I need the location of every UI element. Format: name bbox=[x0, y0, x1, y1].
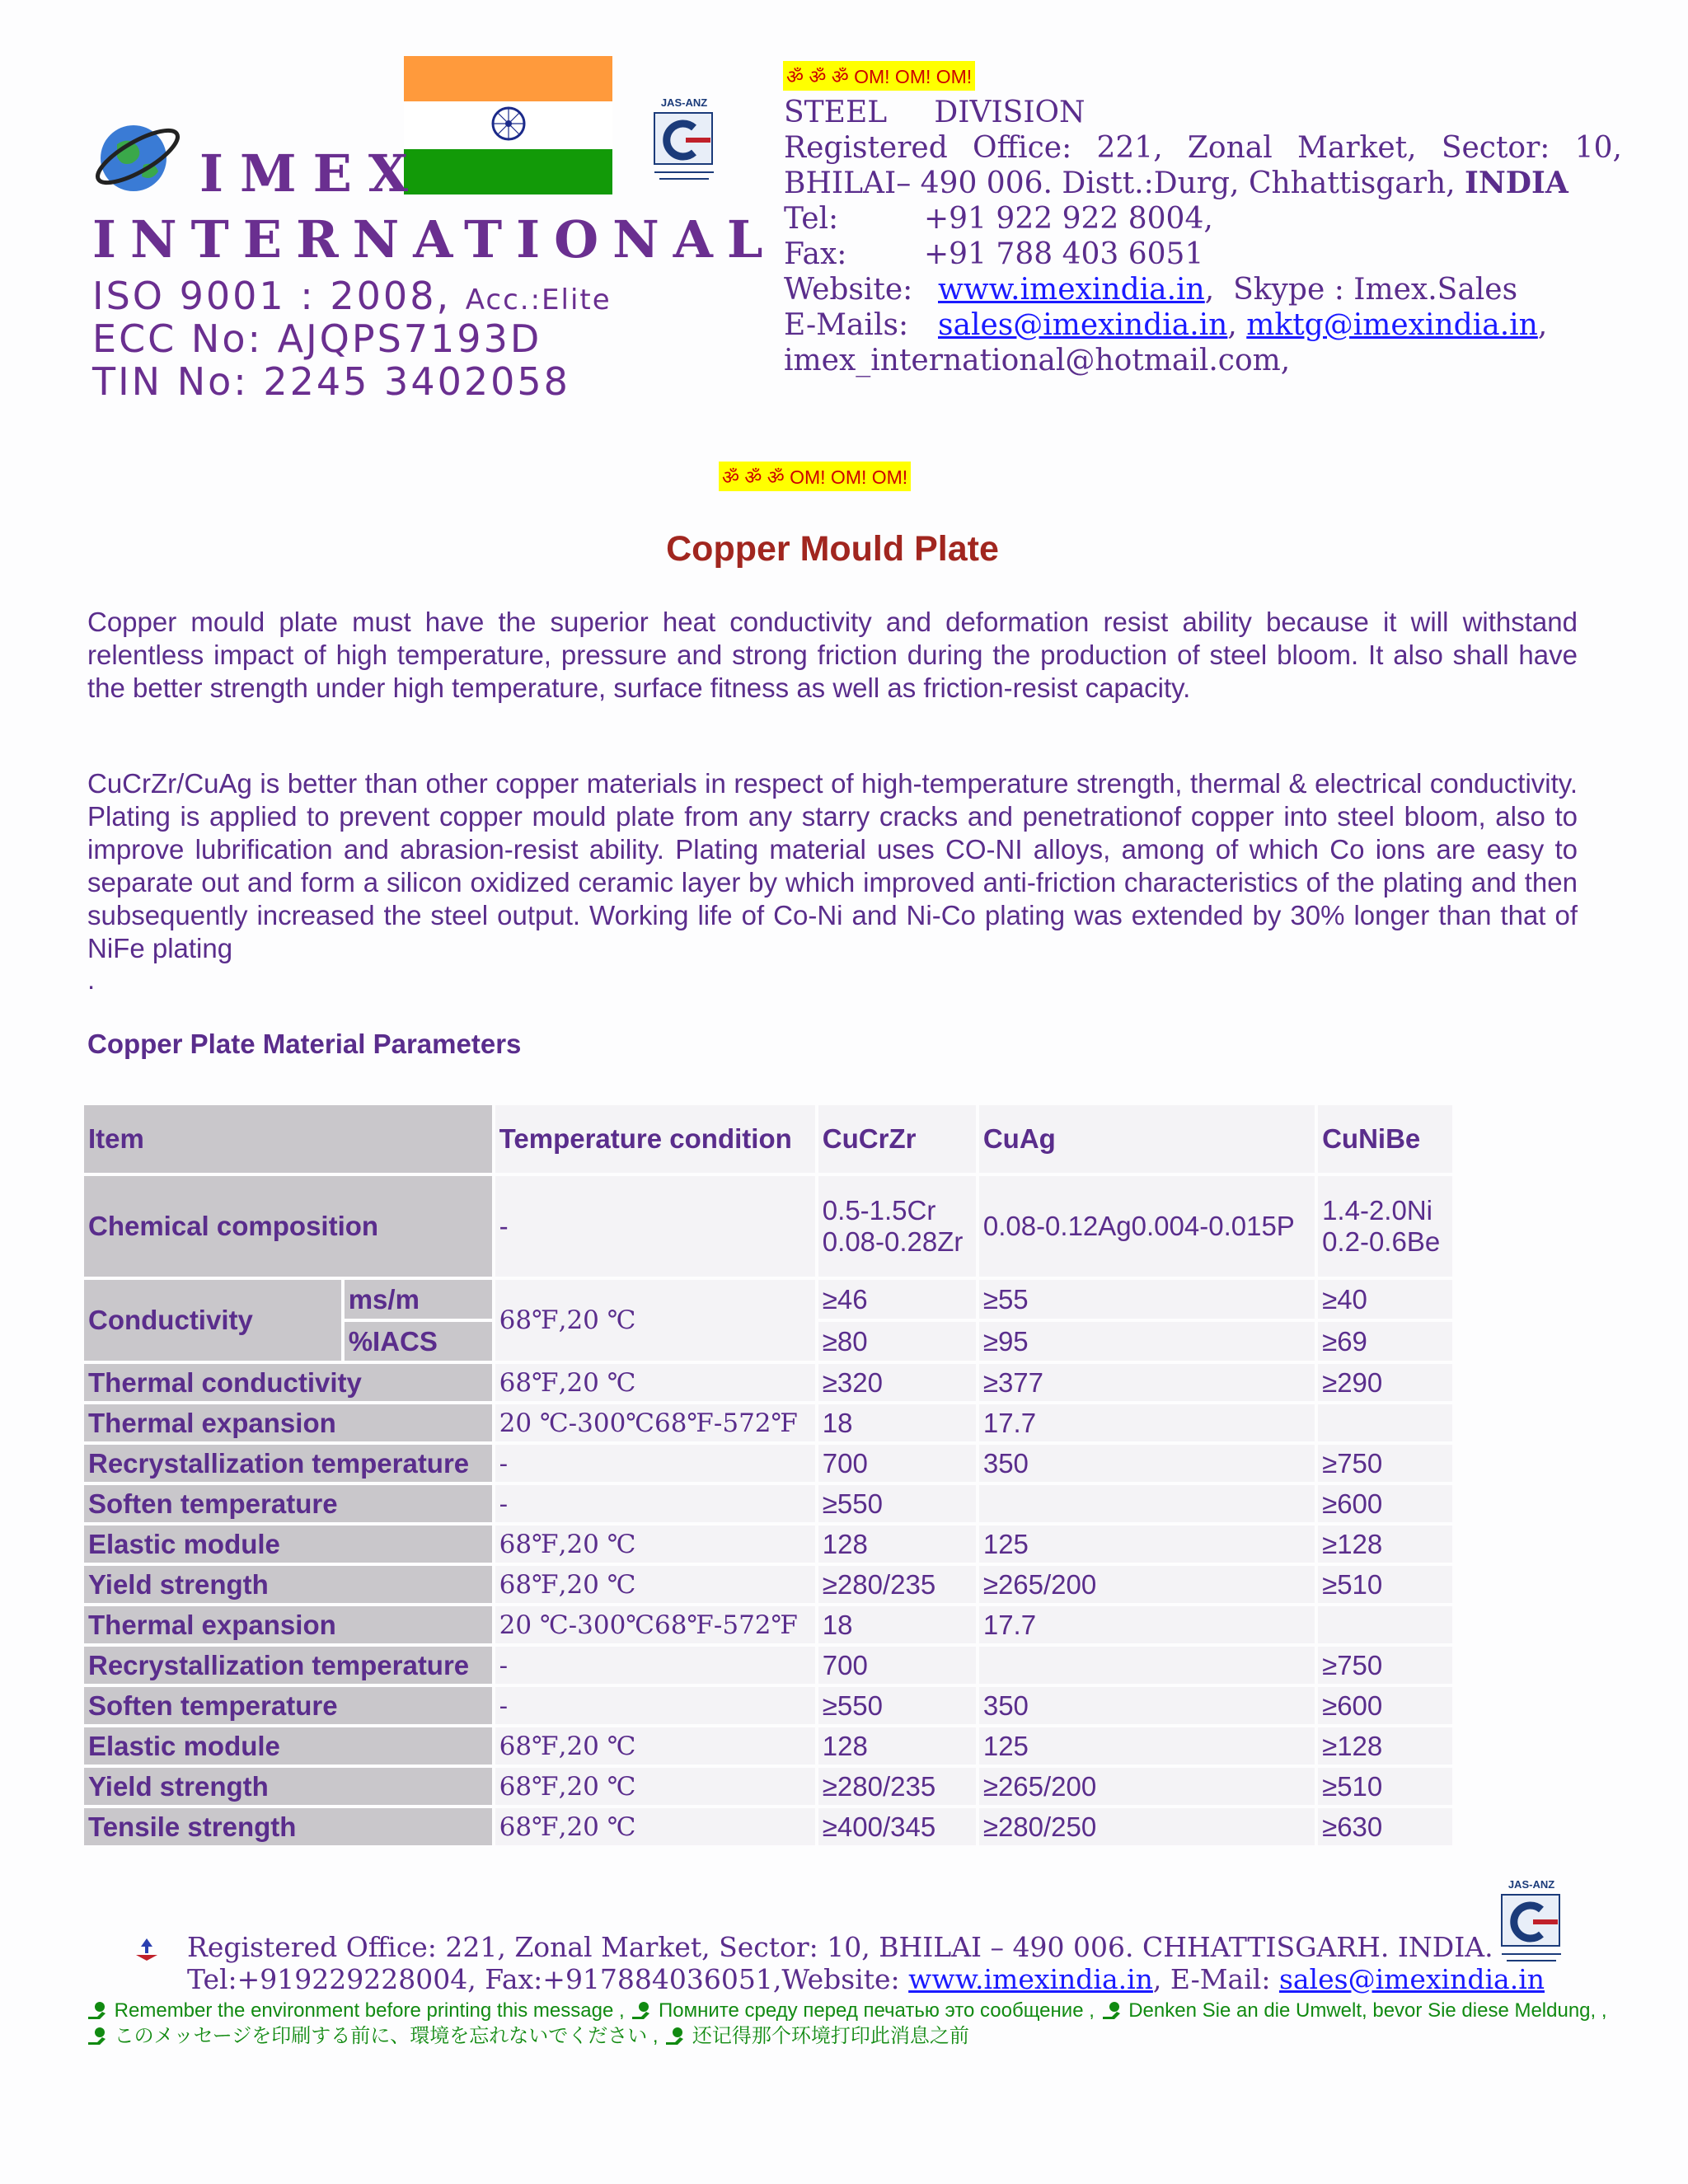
cell-condition: 20 ℃-300℃68℉-572℉ bbox=[495, 1606, 815, 1643]
cell-item: Soften temperature bbox=[84, 1687, 492, 1724]
iso-accreditation: Acc.:Elite bbox=[465, 284, 612, 316]
cell-cuag: ≥265/200 bbox=[979, 1768, 1315, 1805]
fax-value: +91 788 403 6051 bbox=[924, 237, 1204, 271]
registered-address-4: Sector: bbox=[1441, 131, 1550, 165]
fax-label: Fax: bbox=[784, 237, 847, 271]
cell-item: Yield strength bbox=[84, 1768, 492, 1805]
cell-condition: 68℉,20 ℃ bbox=[495, 1768, 815, 1805]
cell-item: Recrystallization temperature bbox=[84, 1647, 492, 1684]
jas-anz-certification-logo bbox=[643, 95, 725, 190]
table-row bbox=[84, 1364, 1452, 1401]
cell-item: Chemical composition bbox=[84, 1176, 492, 1277]
table-row bbox=[84, 1606, 1452, 1643]
website-line bbox=[784, 272, 1622, 307]
cell-cuag: 125 bbox=[979, 1727, 1315, 1765]
cell-cuag: 17.7 bbox=[979, 1404, 1315, 1441]
cell-item: Conductivity bbox=[84, 1280, 341, 1361]
cell-cucrzr: ≥280/235 bbox=[818, 1566, 976, 1603]
registered-office-line bbox=[784, 130, 1622, 166]
cell-cunibe: ≥69 bbox=[1318, 1322, 1452, 1361]
registered-address-5: 10, bbox=[1574, 131, 1622, 165]
cell-item: Elastic module bbox=[84, 1727, 492, 1765]
table-row bbox=[84, 1768, 1452, 1805]
tel-value: +91 922 922 8004, bbox=[924, 202, 1213, 236]
svg-text:JAS-ANZ: JAS-ANZ bbox=[660, 96, 708, 109]
table-row-chemical bbox=[84, 1176, 1452, 1277]
recycle-hand-icon bbox=[1100, 2000, 1123, 2020]
table-header-row bbox=[84, 1105, 1452, 1173]
cell-cunibe: ≥600 bbox=[1318, 1485, 1452, 1522]
company-name-imex: IMEX bbox=[199, 143, 424, 204]
om-banner-top: ॐ ॐ ॐ OM! OM! OM! bbox=[783, 61, 975, 91]
cell-cunibe: 1.4-2.0Ni 0.2-0.6Be bbox=[1318, 1176, 1452, 1277]
footer-email-link[interactable]: sales@imexindia.in bbox=[1278, 1963, 1545, 1995]
materials-paragraph: CuCrZr/CuAg is better than other copper materials in respect of high-temperature strength, thermal & electrical conductivity. Plating is applied to prevent copper mould plate from any starry cracks and penetrationof copper into steel bloom, also to improve lubrification and abrasion-resist ability. Plating material uses CO-NI alloys, among of which Co ions are easy to separate out and form a silicon oxidized ceramic layer by which improved anti-friction characteristics of the plating and then subsequently increased the steel output. Working life of Co-Ni and Ni-Co plating was extended by 30% longer than that of NiFe plating bbox=[87, 768, 1578, 963]
cell-cucrzr: ≥550 bbox=[818, 1687, 976, 1724]
table-row bbox=[84, 1808, 1452, 1845]
header-cucrzr: CuCrZr bbox=[818, 1105, 976, 1173]
skype-text: , Skype : Imex.Sales bbox=[1204, 273, 1518, 307]
footer-website-link[interactable]: www.imexindia.in bbox=[908, 1963, 1153, 1995]
iso-text: ISO 9001 : 2008, bbox=[92, 274, 452, 318]
cell-cunibe: ≥128 bbox=[1318, 1526, 1452, 1563]
registered-label-1: Registered bbox=[784, 131, 948, 165]
cell-cunibe: ≥750 bbox=[1318, 1445, 1452, 1482]
recycle-hand-icon bbox=[86, 2000, 109, 2020]
cell-cuag: 350 bbox=[979, 1445, 1315, 1482]
registered-address-2: Zonal bbox=[1187, 131, 1273, 165]
cell-condition: - bbox=[495, 1176, 815, 1277]
address-line bbox=[784, 166, 1622, 201]
registered-address-3: Market, bbox=[1297, 131, 1417, 165]
env-german: Denken Sie an die Umwelt, bevor Sie diese Meldung, , bbox=[1128, 1999, 1607, 2022]
emails-line bbox=[784, 307, 1622, 343]
intro-paragraph: Copper mould plate must have the superior heat conductivity and deformation resist ability because it will withstand relentless impact of high temperature, pressure and strong friction during the production of steel bloom. It also shall have the better strength under high temperature, surface fitness as well as friction-resist capacity. bbox=[87, 607, 1578, 703]
table-row bbox=[84, 1727, 1452, 1765]
ecc-number: ECC No: AJQPS7193D bbox=[92, 316, 542, 361]
email-hotmail: imex_international@hotmail.com, bbox=[784, 344, 1291, 377]
globe-logo-icon bbox=[92, 115, 183, 198]
cell-cunibe bbox=[1318, 1606, 1452, 1643]
table-body bbox=[84, 1364, 1452, 1845]
cell-item: Thermal expansion bbox=[84, 1404, 492, 1441]
iso-certification bbox=[92, 274, 612, 318]
email-separator: , bbox=[1227, 308, 1247, 342]
cell-cucrzr: 128 bbox=[818, 1526, 976, 1563]
cell-condition: - bbox=[495, 1445, 815, 1482]
env-japanese: このメッセージを印刷する前に、環境を忘れないでください , bbox=[114, 2025, 664, 2047]
environment-notice bbox=[86, 1998, 1611, 2049]
header-cunibe: CuNiBe bbox=[1318, 1105, 1452, 1173]
parameters-table bbox=[81, 1102, 1456, 1849]
recycle-hand-icon bbox=[663, 2026, 687, 2046]
table-row bbox=[84, 1687, 1452, 1724]
cell-cuag: ≥377 bbox=[979, 1364, 1315, 1401]
cell-condition: 68℉,20 ℃ bbox=[495, 1364, 815, 1401]
india-flag bbox=[404, 56, 612, 194]
cell-cunibe: ≥290 bbox=[1318, 1364, 1452, 1401]
cell-item: Soften temperature bbox=[84, 1485, 492, 1522]
division-line: STEEL DIVISION bbox=[784, 96, 1085, 129]
cell-cucrzr: 0.5-1.5Cr 0.08-0.28Zr bbox=[818, 1176, 976, 1277]
cell-condition: - bbox=[495, 1647, 815, 1684]
website-link[interactable]: www.imexindia.in bbox=[938, 273, 1205, 307]
footer-address bbox=[187, 1931, 1545, 1995]
cell-cuag bbox=[979, 1485, 1315, 1522]
email-mktg-link[interactable]: mktg@imexindia.in bbox=[1246, 308, 1538, 342]
emails-label: E-Mails: bbox=[784, 308, 909, 342]
company-name-international: INTERNATIONAL bbox=[92, 209, 777, 269]
header-temperature: Temperature condition bbox=[495, 1105, 815, 1173]
registered-address-1: 221, bbox=[1096, 131, 1163, 165]
cell-cucrzr: ≥400/345 bbox=[818, 1808, 976, 1845]
footer-line-2 bbox=[187, 1963, 1545, 1995]
cell-cuag: 350 bbox=[979, 1687, 1315, 1724]
tel-line bbox=[784, 201, 1622, 237]
cell-cunibe: ≥128 bbox=[1318, 1727, 1452, 1765]
tel-label: Tel: bbox=[784, 202, 839, 236]
footer-email-label: , E-Mail: bbox=[1152, 1963, 1279, 1995]
cell-item: Recrystallization temperature bbox=[84, 1445, 492, 1482]
cell-cucrzr: 700 bbox=[818, 1647, 976, 1684]
om-banner-middle: ॐ ॐ ॐ OM! OM! OM! bbox=[719, 462, 911, 491]
cell-cunibe: ≥40 bbox=[1318, 1280, 1452, 1319]
cell-cucrzr: ≥80 bbox=[818, 1322, 976, 1361]
table-row bbox=[84, 1445, 1452, 1482]
env-english: Remember the environment before printing this message , bbox=[114, 1999, 631, 2022]
cell-condition: 68℉,20 ℃ bbox=[495, 1566, 815, 1603]
ashoka-chakra-icon bbox=[490, 105, 527, 142]
registered-label-2: Office: bbox=[973, 131, 1072, 165]
cell-condition: - bbox=[495, 1485, 815, 1522]
cell-item: Yield strength bbox=[84, 1566, 492, 1603]
cell-condition: 68℉,20 ℃ bbox=[495, 1280, 815, 1361]
email-sales-link[interactable]: sales@imexindia.in bbox=[938, 308, 1228, 342]
footer-line-1: Registered Office: 221, Zonal Market, Sector: 10, BHILAI – 490 006. CHHATTISGARH. INDIA. bbox=[187, 1931, 1493, 1963]
footer-contact-text: Tel:+919229228004, Fax:+917884036051,Website: bbox=[187, 1963, 909, 1995]
country-text: INDIA bbox=[1465, 166, 1568, 200]
fax-line bbox=[784, 237, 1622, 272]
cell-cunibe bbox=[1318, 1404, 1452, 1441]
table-row-conductivity-ms bbox=[84, 1280, 1452, 1319]
website-label: Website: bbox=[784, 273, 913, 307]
cell-cunibe: ≥750 bbox=[1318, 1647, 1452, 1684]
recycle-hand-icon bbox=[86, 2026, 109, 2046]
page-title: Copper Mould Plate bbox=[666, 529, 999, 569]
cell-cucrzr: 700 bbox=[818, 1445, 976, 1482]
cell-unit: ms/m bbox=[345, 1280, 492, 1319]
cell-cuag: 17.7 bbox=[979, 1606, 1315, 1643]
cell-cucrzr: 18 bbox=[818, 1606, 976, 1643]
header-item: Item bbox=[84, 1105, 492, 1173]
cell-cucrzr: ≥550 bbox=[818, 1485, 976, 1522]
cell-cucrzr: 18 bbox=[818, 1404, 976, 1441]
table-row bbox=[84, 1566, 1452, 1603]
env-russian: Помните среду перед печатью это сообщение , bbox=[658, 1999, 1100, 2022]
svg-text:JAS-ANZ: JAS-ANZ bbox=[1507, 1878, 1555, 1891]
cell-item: Tensile strength bbox=[84, 1808, 492, 1845]
email-separator: , bbox=[1537, 308, 1548, 342]
cell-cuag bbox=[979, 1647, 1315, 1684]
env-chinese: 还记得那个环境打印此消息之前 bbox=[692, 2025, 969, 2047]
cell-cucrzr: 128 bbox=[818, 1727, 976, 1765]
cell-condition: 20 ℃-300℃68℉-572℉ bbox=[495, 1404, 815, 1441]
cell-cuag: 0.08-0.12Ag0.004-0.015P bbox=[979, 1176, 1315, 1277]
cell-cuag: ≥55 bbox=[979, 1280, 1315, 1319]
contact-block bbox=[784, 95, 1622, 378]
recycle-hand-icon bbox=[630, 2000, 653, 2020]
cell-item: Thermal conductivity bbox=[84, 1364, 492, 1401]
table-row bbox=[84, 1404, 1452, 1441]
header-cuag: CuAg bbox=[979, 1105, 1315, 1173]
cell-cunibe: ≥510 bbox=[1318, 1566, 1452, 1603]
cell-condition: 68℉,20 ℃ bbox=[495, 1727, 815, 1765]
cell-cucrzr: ≥320 bbox=[818, 1364, 976, 1401]
table-heading: Copper Plate Material Parameters bbox=[87, 1029, 522, 1059]
bullet-arrow-icon bbox=[134, 1937, 159, 1961]
cell-cucrzr: ≥46 bbox=[818, 1280, 976, 1319]
table-row bbox=[84, 1526, 1452, 1563]
cell-cuag: ≥280/250 bbox=[979, 1808, 1315, 1845]
cell-cuag: 125 bbox=[979, 1526, 1315, 1563]
cell-condition: 68℉,20 ℃ bbox=[495, 1808, 815, 1845]
table-row bbox=[84, 1647, 1452, 1684]
cell-cunibe: ≥600 bbox=[1318, 1687, 1452, 1724]
cell-condition: - bbox=[495, 1687, 815, 1724]
cell-cuag: ≥265/200 bbox=[979, 1566, 1315, 1603]
table-row bbox=[84, 1485, 1452, 1522]
cell-cuag: ≥95 bbox=[979, 1322, 1315, 1361]
cell-cunibe: ≥510 bbox=[1318, 1768, 1452, 1805]
cell-item: Thermal expansion bbox=[84, 1606, 492, 1643]
cell-cunibe: ≥630 bbox=[1318, 1808, 1452, 1845]
cell-cucrzr: ≥280/235 bbox=[818, 1768, 976, 1805]
tin-number: TIN No: 2245 3402058 bbox=[92, 359, 570, 404]
cell-condition: 68℉,20 ℃ bbox=[495, 1526, 815, 1563]
cell-item: Elastic module bbox=[84, 1526, 492, 1563]
address-text: BHILAI– 490 006. Distt.:Durg, Chhattisgarh, bbox=[784, 166, 1465, 200]
cell-unit: %IACS bbox=[345, 1322, 492, 1361]
stray-dot: . bbox=[87, 964, 96, 995]
